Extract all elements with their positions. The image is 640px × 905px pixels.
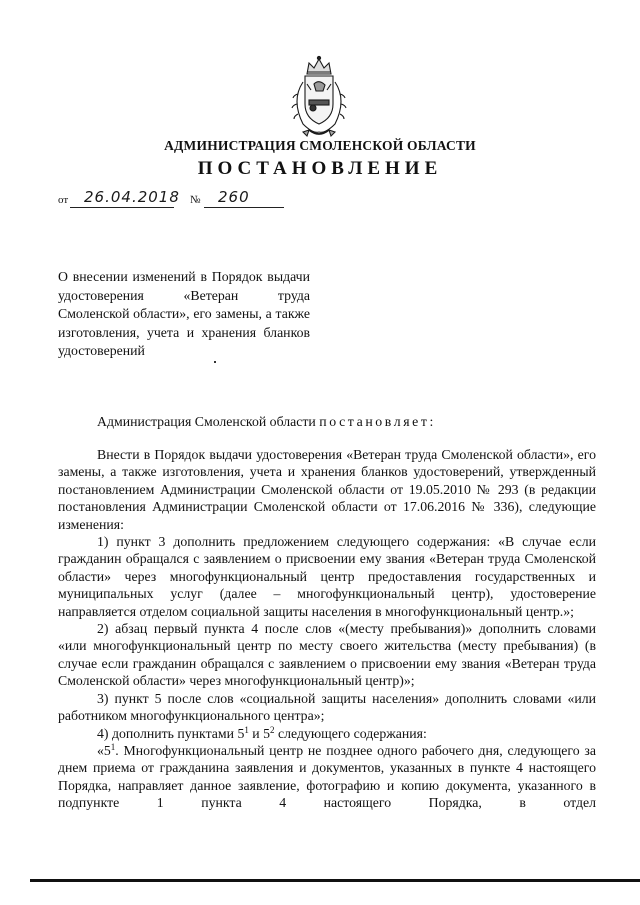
item4-after: следующего содержания: — [274, 725, 427, 741]
body-item-4 — [58, 725, 596, 742]
decree-prefix: Администрация Смоленской области — [97, 414, 320, 429]
item4-sup1: 1 — [244, 724, 249, 735]
item4-sup2: 2 — [270, 724, 275, 735]
date-underline — [70, 207, 174, 208]
bottom-border-line — [30, 879, 640, 882]
document-subject: О внесении изменений в Порядок выдачи удостоверения «Ветеран труда Смоленской области», его замены, а также изготовления, учета и хранения бланков удостоверений — [58, 269, 310, 358]
item5-sup: 1 — [110, 741, 116, 752]
body-item-1: 1) пункт 3 дополнить предложением следующего содержания: «В случае если гражданин обращался с заявлением о присвоении ему звания «Ветеран труда Смоленской области» через многофункциональный центр предоставления государственных и муниципальных услуг (далее – многофункциональный центр), удостоверение направляется отделом социальной защиты населения в многофункциональный центр.»; — [58, 534, 596, 619]
document-body — [58, 446, 596, 812]
number-value: 260 — [218, 188, 250, 206]
item4-before: 4) дополнить пунктами 5 — [97, 725, 245, 741]
number-label: № — [190, 194, 201, 206]
item5-before: «5 — [97, 742, 111, 758]
organization-title: АДМИНИСТРАЦИЯ СМОЛЕНСКОЙ ОБЛАСТИ — [164, 138, 476, 153]
body-intro: Внести в Порядок выдачи удостоверения «Ветеран труда Смоленской области», его замены, а также изготовления, учета и хранения бланков удостоверений, утвержденный постановлением Администрации Смоленской области от 19.05.2010 № 293 (в редакции постановления Администрации Смоленской области от 17.06.2016 № 336), следующие изменения: — [58, 447, 596, 532]
body-item-2: 2) абзац первый пункта 4 после слов «(месту пребывания)» дополнить словами «или многофункциональный центр по месту своего жительства (месту пребывания) (в случае если гражданин обращался с заявлением о присвоении ему звания «Ветеран труда Смоленской области» через многофункциональный центр)»; — [58, 621, 596, 689]
smolensk-coat-of-arms-icon — [283, 54, 355, 140]
item4-middle: и 5 — [248, 725, 271, 741]
number-underline — [204, 207, 284, 208]
document-type-title: ПОСТАНОВЛЕНИЕ — [197, 158, 443, 179]
date-label: от — [58, 194, 69, 206]
stray-dot — [214, 361, 216, 363]
decree-line — [97, 414, 436, 430]
body-item-5 — [58, 742, 596, 812]
decree-word: постановляет: — [319, 414, 436, 429]
item5-after: . Многофункциональный центр не позднее одного рабочего дня, следующего за днем приема от гражданина заявления и документов, указанных в пункте 4 настоящего Порядка, направляет данное заявление, фотографию и копию документа, указанного в подпункте 1 пункта 4 настоящего Порядка, в отдел — [58, 742, 596, 811]
body-item-3: 3) пункт 5 после слов «социальной защиты населения» дополнить словами «или работником многофункционального центра»; — [58, 690, 596, 724]
date-value: 26.04.2018 — [84, 188, 180, 206]
